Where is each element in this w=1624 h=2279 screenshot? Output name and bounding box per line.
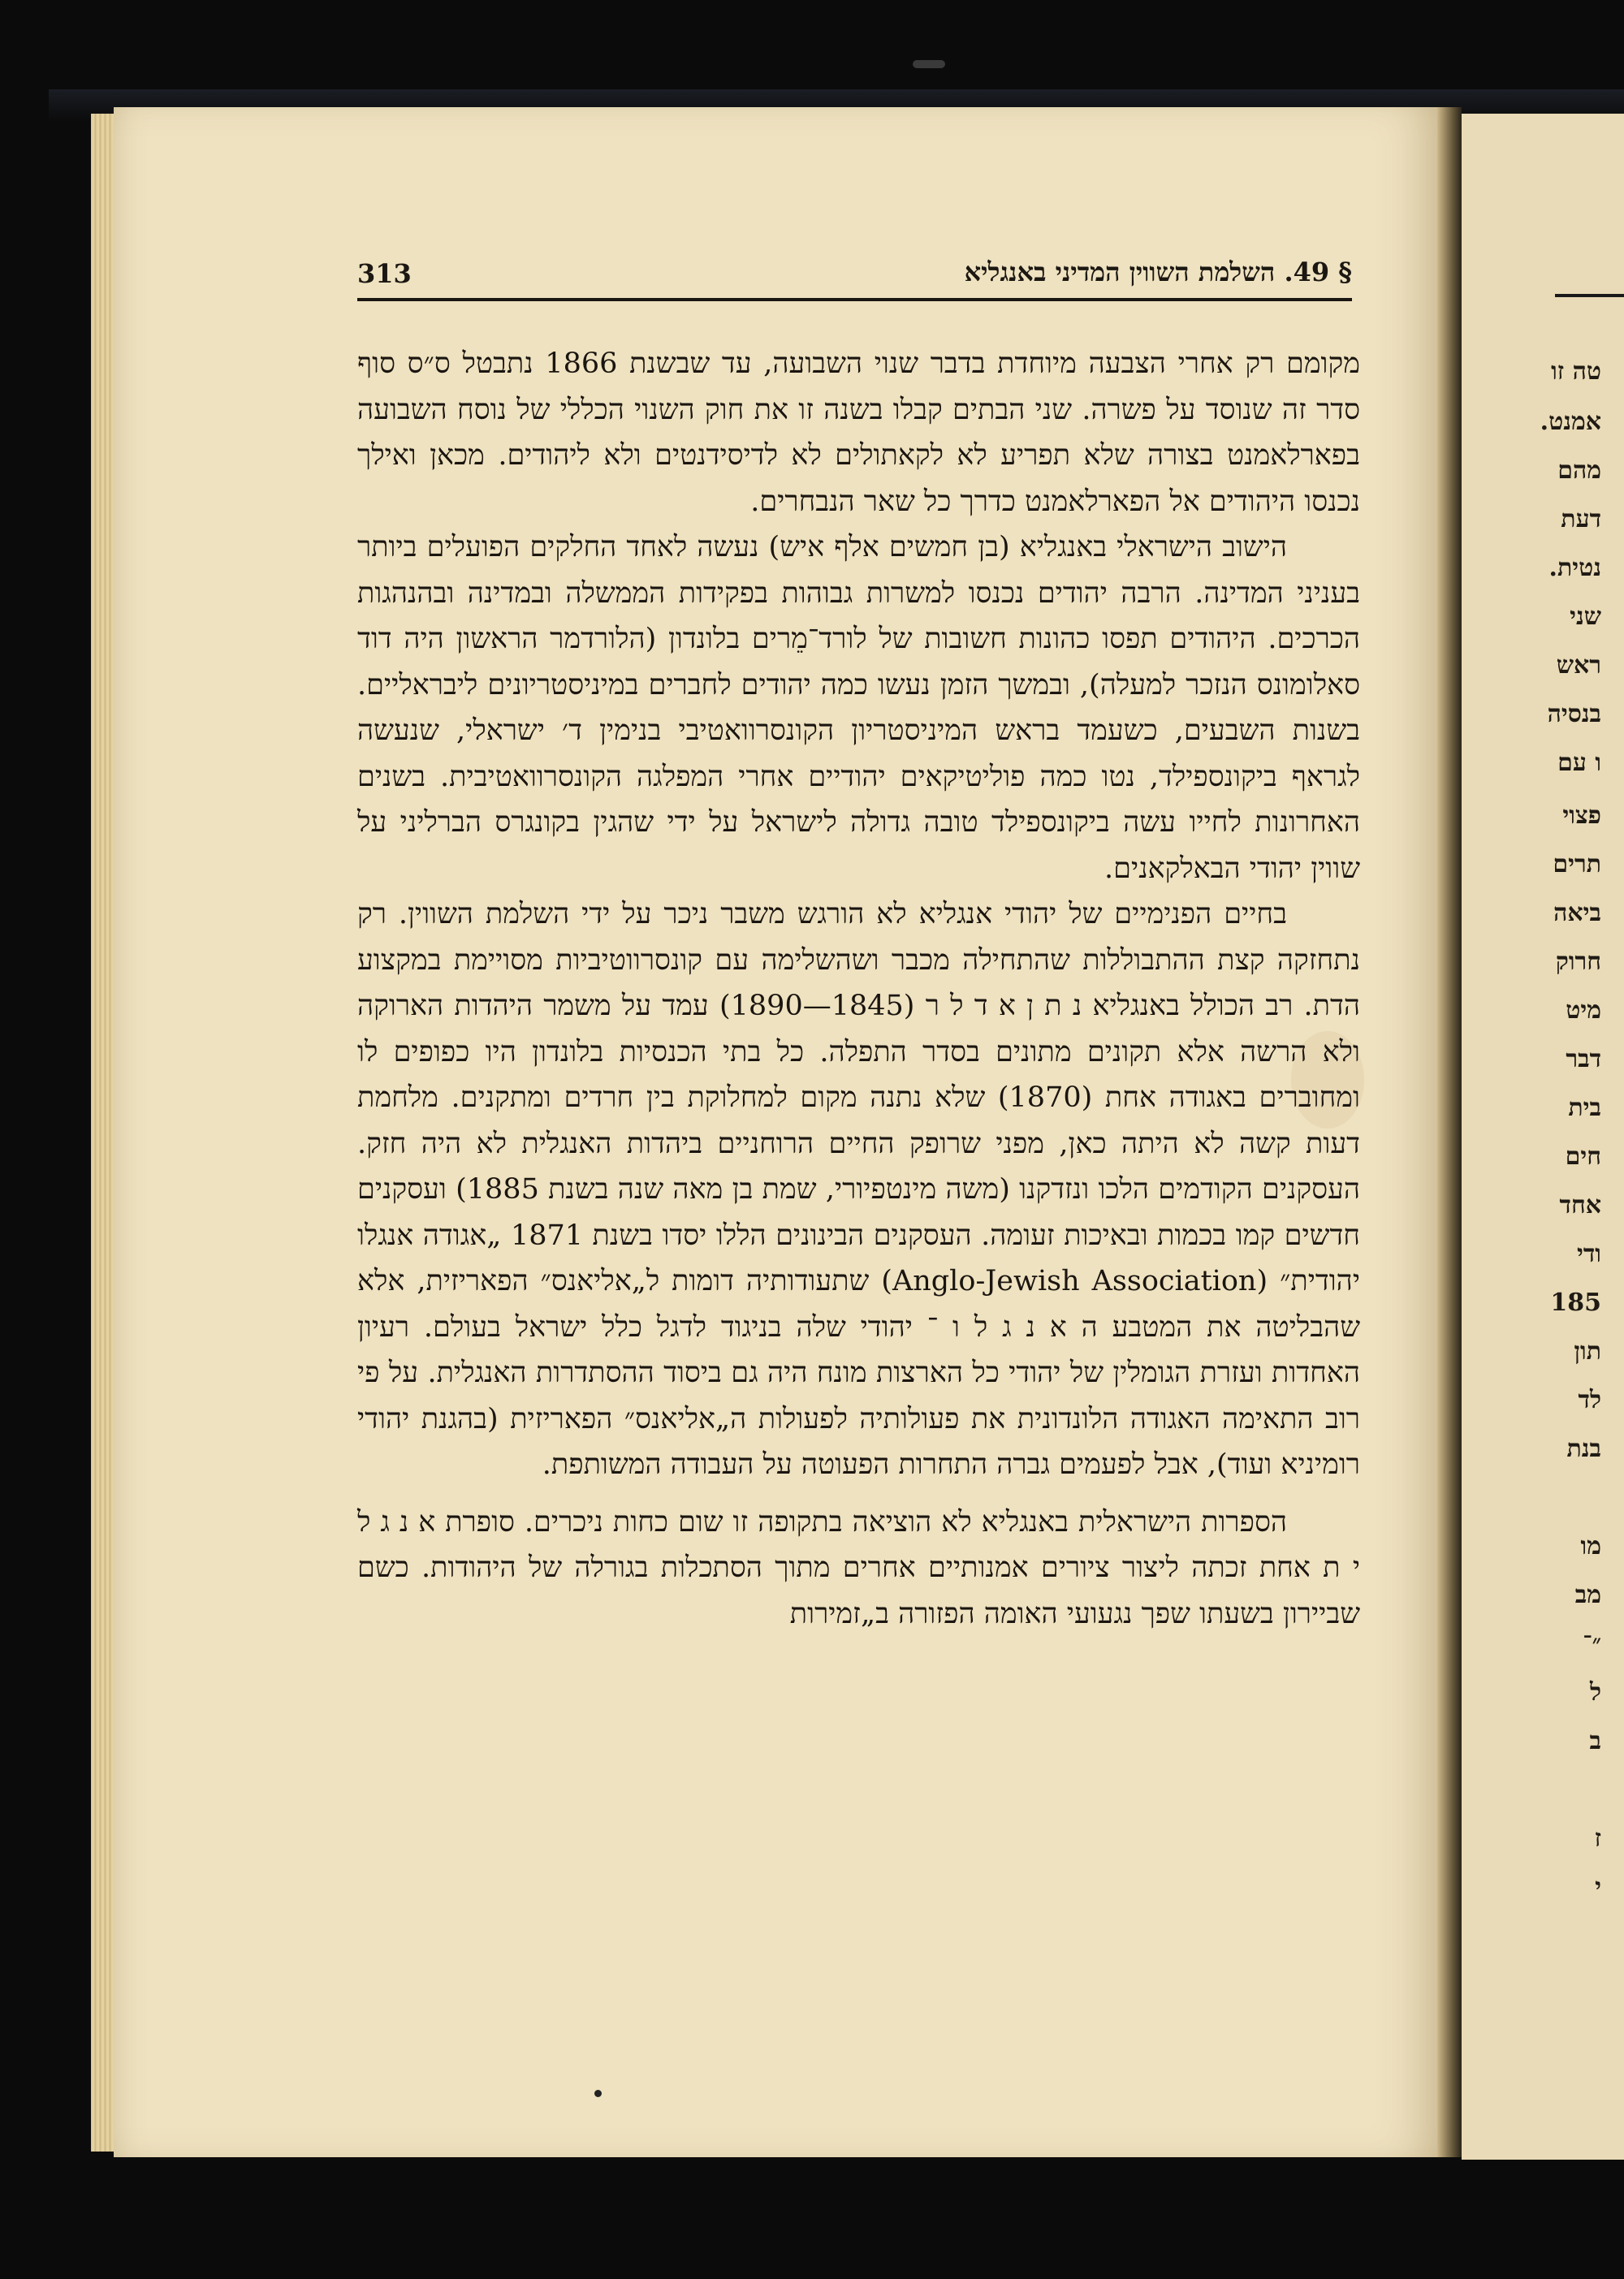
facing-page-fragment: ודי [1577, 1240, 1601, 1268]
facing-page-fragment: נטית. [1548, 554, 1601, 582]
facing-page-fragment: ביאה [1553, 899, 1601, 927]
paragraph-3: בחיים הפנימיים של יהודי אנגליא לא הורגש משבר ניכר על ידי השלמת השווין. רק נתחזקה קצת ההתבוללות שהתחילה מכבר ושהשלימה עם קונסרווטיביות מסויימת במקצוע הדת. רב הכולל באנגליא נ ת ן א ד ל ר (1845—1890) עמד על משמר היהדות הארוקה ולא הרשה אלא תקונים מתונים בסדר התפלה. כל בתי הכנסיות בלונדון היו כפופים לו ומחוברים באגודה אחת (1870) שלא נתנה מקום למחלוקת בין חרדים ומתקנים. מלחמת דעות קשה לא היתה כאן, מפני שרופק החיים הרוחניים ביהדות האנגלית לא היה חזק. העסקנים הקודמים הלכו ונזדקנו (משה מינטפיורי, שמת בן מאה שנה בשנת 1885) ועסקנים חדשים קמו בכמות ובאיכות זעומה. העסקנים הבינונים הללו יסדו בשנת 1871 „אגודה אנגלו יהודית״ (Anglo-Jewish Association) שתעודותיה דומות ל„אליאנס״ הפאריזית, אלא שהבליטה את המטבע ה א נ ג ל ו ־ יהודי שלה בניגוד לדגל כלל ישראל בעולם. רעיון האחדות ועזרת הגומלין של יהודי כל הארצות מונח היה גם ביסוד ההסתדרות האנגלית. על פי רוב התאימה האגודה הלונדונית את פעולותיה לפעולות ה„אליאנס״ הפאריזית (בהגנת יהודי רומיניא ועוד), אבל לפעמים גברה התחרות הפעוטה על העבודה המשותפת. [357, 898, 1361, 1481]
facing-page-fragment: ב [1589, 1727, 1601, 1755]
facing-page-fragment: טה זו [1551, 357, 1601, 386]
header-rule [357, 298, 1352, 301]
facing-page-fragment: פצוי [1562, 801, 1601, 830]
page-dot [594, 2090, 602, 2097]
facing-page-fragment: חרוק [1555, 947, 1601, 976]
facing-page-fragment: מו [1580, 1532, 1601, 1560]
facing-page-fragment: תרים [1553, 850, 1601, 878]
running-head: § 49. השלמת השווין המדיני באנגליא [964, 257, 1352, 287]
facing-page-fragment: דבר [1566, 1045, 1601, 1073]
facing-page-fragment: בנסיה [1547, 700, 1601, 728]
facing-page-fragment: תון [1574, 1337, 1601, 1366]
book-gutter [1437, 107, 1462, 2157]
page-header [357, 252, 1352, 292]
facing-page-fragment: לד [1578, 1386, 1601, 1414]
facing-page-fragment: מיט [1566, 996, 1601, 1025]
facing-page-fragment: 185 [1550, 1288, 1601, 1317]
body-text [357, 341, 1360, 1949]
paragraph-1: מקומם רק אחרי הצבעה מיוחדת בדבר שנוי השבועה, עד שבשנת 1866 נתבטל ס״ס סוף סדר זה שנוסד על פשרה. שני הבתים קבלו בשנה זו את חוק השנוי הכללי של נוסח השבועה בפארלאמנט בצורה שלא תפריע לא לקאתולים לא לדיסידנטים ולא ליהודים. מכאן ואילך נכנסו היהודים אל הפארלאמנט כדרך כל שאר הנבחרים. [357, 347, 1360, 518]
facing-page-fragment: אחד [1559, 1191, 1601, 1219]
facing-page-fragment: ז [1594, 1824, 1601, 1853]
page-stack-edge [91, 114, 115, 2152]
facing-page-fragment: דעת [1561, 505, 1601, 533]
facing-page-fragment: ו עם [1557, 749, 1601, 777]
paragraph-2: הישוב הישראלי באנגליא (בן חמשים אלף איש) נעשה לאחד החלקים הפועלים ביותר בעניני המדינה. הרבה יהודים נכנסו למשרות גבוהות בפקידות הממשלה ובמדינה ובהנהגות הכרכים. היהודים תפסו כהונות חשובות של לורד־מֵרים בלונדון (הלורדמר הראשון היה דוד סאלומונס הנזכר למעלה), ובמשך הזמן נעשו כמה יהודים לחברים במיניסטריונים ליבראליים. בשנות השבעים, כשעמד בראש המיניסטריון הקונסרוואטיבי בנימין ד׳ ישראלי, שנעשה לגראף ביקונספילד, נטו כמה פוליטיקאים יהודיים אחרי המפלגה הקונסרוואטיבית. בשנים האחרונות לחייו עשה ביקונספילד טובה גדולה לישראל על ידי שהגין בקונגרס הברליני על שווין יהודי הבאלקאנים. [357, 531, 1360, 885]
facing-page-fragment: בית [1568, 1094, 1601, 1122]
facing-page-fragment: חים [1565, 1142, 1601, 1171]
facing-page-fragment: מהם [1557, 456, 1601, 485]
facing-page-fragment: ל [1589, 1678, 1601, 1707]
facing-page-fragment: י [1595, 1873, 1601, 1901]
facing-page-rule [1555, 294, 1624, 297]
binding-clip-mark [913, 60, 945, 68]
facing-page-fragment: אמנט. [1540, 408, 1601, 436]
facing-page [1462, 114, 1624, 2160]
facing-page-fragment: מב [1574, 1581, 1601, 1609]
facing-page-fragment: ״־ [1583, 1629, 1601, 1658]
facing-page-fragment: בנת [1566, 1435, 1601, 1463]
facing-page-fragment: שני [1570, 602, 1601, 631]
page-number: 313 [357, 258, 412, 289]
paragraph-4: הספרות הישראלית באנגליא לא הוציאה בתקופה זו שום כחות ניכרים. סופרת א נ ג ל י ת אחת זכתה ליצור ציורים אמנותיים אחרים מתוך הסתכלות בגורלה של היהודות. כשם שביירון בשעתו שפך נגעועי האומה הפזורה ב„זמירות [357, 1505, 1360, 1630]
facing-page-fragment: ראש [1556, 651, 1601, 680]
